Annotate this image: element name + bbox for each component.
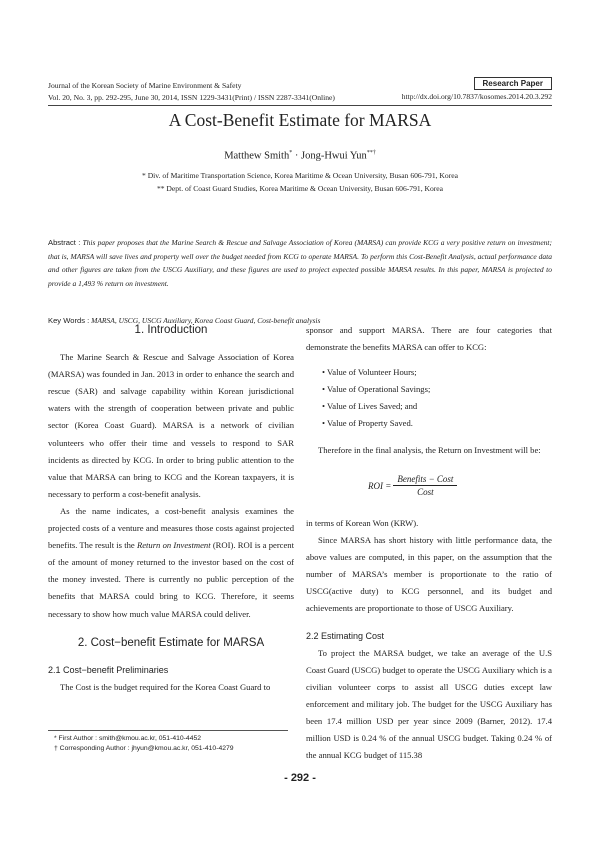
currency-note: in terms of Korean Won (KRW).: [306, 518, 419, 528]
assumption-paragraph: Since MARSA has short history with little performance data, the above values are computed, in this paper, on the assumption that the number of MARSA’s member is proportionate to the ratio of USCG(active duty) to KCG personnel, and its budget and achievements are proportionate to those of USCG Auxiliary.: [306, 535, 552, 614]
abstract-label: Abstract :: [48, 238, 81, 247]
section-heading-introduction: 1. Introduction: [134, 324, 208, 336]
benefits-intro-paragraph: sponsor and support MARSA. There are four categories that demonstrate the benefits MARSA can offer to KCG:: [306, 325, 552, 353]
research-paper-badge: Research Paper: [474, 77, 552, 90]
list-item: • Value of Volunteer Hours;: [322, 367, 417, 378]
roi-denominator: Cost: [417, 487, 434, 497]
paper-title: A Cost-Benefit Estimate for MARSA: [168, 110, 432, 130]
journal-header: [48, 80, 335, 103]
footnote-corresponding-author: † Corresponding Author : jhyun@kmou.ac.kr, 051-410-4279: [54, 745, 234, 752]
roi-intro-paragraph: Therefore in the final analysis, the Return on Investment will be:: [318, 445, 541, 456]
author-1: Matthew Smith: [224, 150, 290, 162]
keywords-text: MARSA, USCG, USCG Auxiliary, Korea Coast Guard, Cost-benefit analysis: [91, 316, 321, 325]
list-item: • Value of Operational Savings;: [322, 384, 431, 395]
page-number: - 292 -: [284, 772, 316, 784]
abstract: [48, 236, 552, 290]
roi-equation-lhs: ROI =: [368, 480, 392, 491]
left-column: [48, 322, 294, 696]
preliminaries-paragraph: The Cost is the budget required for the Korea Coast Guard to: [60, 681, 271, 692]
intro-paragraph-2: [48, 503, 294, 623]
header-rule: [48, 105, 552, 106]
author-line: [0, 150, 600, 162]
author-2: Jong-Hwui Yun: [300, 150, 367, 162]
author-1-mark: *: [289, 150, 293, 156]
roi-equation: [368, 474, 457, 497]
roi-numerator: Benefits − Cost: [393, 474, 457, 486]
affiliation-1: * Div. of Maritime Transportation Science, Korea Maritime & Ocean University, Busan 606-791, Korea: [142, 171, 458, 180]
list-item: • Value of Property Saved.: [322, 418, 413, 429]
list-item: • Value of Lives Saved; and: [322, 401, 418, 412]
subsection-heading-2-2: 2.2 Estimating Cost: [306, 630, 385, 641]
benefit-list: [306, 364, 552, 432]
subsection-heading-2-1: 2.1 Cost−benefit Preliminaries: [48, 664, 169, 675]
author-separator: ·: [292, 150, 301, 162]
abstract-text: This paper proposes that the Marine Search & Rescue and Salvage Association of Korea (MARSA) can provide KCG a very positive return on investment; that is, MARSA will save lives and property well over the budget needed from KCG to operate MARSA. To perform this Cost-Benefit Analysis, actual performance data and other figures are taken from the USCG Auxiliary, and these figures are used to project expected possible MARSA results. In this paper, MARSA is projected to provide a 1,493 % return on investment.: [48, 238, 553, 288]
section-heading-cost-benefit: 2. Cost−benefit Estimate for MARSA: [77, 636, 265, 649]
keywords-label: Key Words :: [48, 316, 90, 325]
roi-term: Return on Investment: [136, 540, 211, 551]
intro-paragraph-2-b: (ROI). ROI is a percent of the amount of money returned to the investor based on the cost of the money invested. There is currently no public perception of the benefits that MARSA could bring to KCG. Therefore, it seems necessary to show how much value MARSA could deliver.: [48, 540, 294, 619]
author-2-mark: **†: [366, 150, 376, 156]
footnote-rule: [48, 730, 288, 731]
footnote-first-author: * First Author : smith@kmou.ac.kr, 051-410-4452: [54, 735, 202, 742]
right-column: [306, 322, 552, 459]
intro-paragraph-1: The Marine Search & Rescue and Salvage Association of Korea (MARSA) was founded in Jan. 2013 in order to enhance the search and rescue (SAR) and salvage capability within Korean jurisdictional waters with the strength of cooperation between private and public sector (Korea Coast Guard). MARSA is a network of civilian volunteers who offer their time and vessels to respond to SAR incidents as directed by KCG. In order to bring public attention to the value that MARSA can bring to KCG and the Korean taxpayers, it is necessary to perform a cost-benefit analysis.: [48, 352, 294, 499]
affiliation-2: ** Dept. of Coast Guard Studies, Korea Maritime & Ocean University, Busan 606-791, Korea: [156, 184, 444, 193]
right-column-lower: [306, 515, 552, 764]
intro-paragraph-2-a: As the name indicates, a cost-benefit analysis examines the projected costs of a venture and measures those costs against projected benefits. The result is the: [48, 505, 294, 551]
doi-link[interactable]: http://dx.doi.org/10.7837/kosomes.2014.20.3.292: [401, 92, 552, 101]
journal-volume: Vol. 20, No. 3, pp. 292-295, June 30, 2014, ISSN 1229-3431(Print) / ISSN 2287-3341(Online): [48, 92, 335, 102]
roi-fraction: [393, 474, 457, 497]
estimating-cost-paragraph: To project the MARSA budget, we take an average of the U.S Coast Guard (USCG) budget to operate the USCG Auxiliary which is a civilian volunteer corps to assist all USCG duties except law enforcement and military job. The budget for the USCG Auxiliary has been 17.4 million USD per year since 2009 (Barner, 2012). 17.4 million USD is 0.24 % of the annual USCG budget. Taking 0.24 % of the annual KCG budget of 115.38: [306, 647, 552, 761]
journal-name: Journal of the Korean Society of Marine Environment & Safety: [48, 81, 242, 90]
